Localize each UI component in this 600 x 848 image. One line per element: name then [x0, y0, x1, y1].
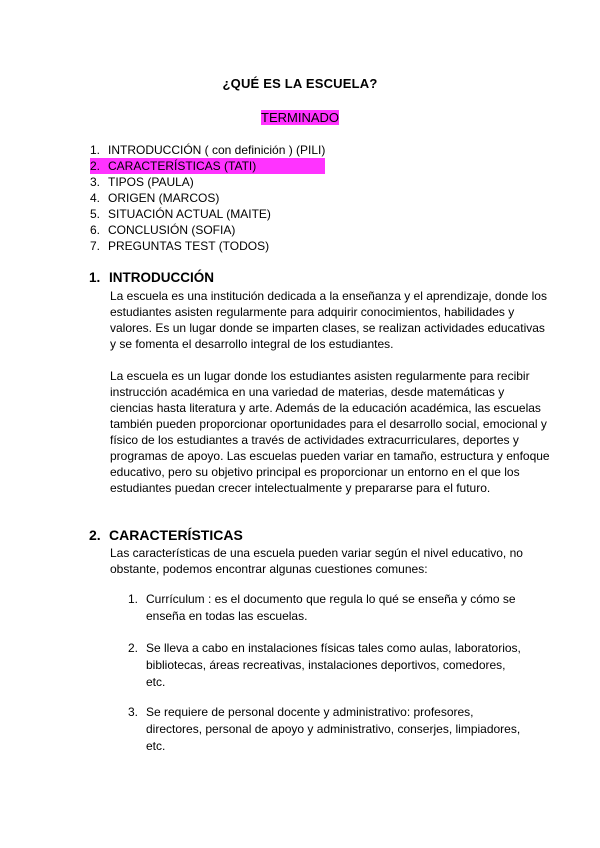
- intro-paragraph-1: La escuela es una institución dedicada a la enseñanza y el aprendizaje, donde los estudiantes asisten regularmente para adquirir conocimientos, habilidades y valores. Es un lugar donde se imparten clases, se realizan actividades educativas y se fomenta el desarrollo integral de los estudiantes.: [110, 289, 547, 351]
- toc-item-label: PREGUNTAS TEST (TODOS): [108, 239, 270, 253]
- status-highlight: TERMINADO: [261, 110, 339, 125]
- toc-item: 7. PREGUNTAS TEST (TODOS): [90, 239, 270, 253]
- toc-item-label: INTRODUCCIÓN ( con definición ) (PILI): [108, 143, 326, 157]
- caracteristicas-intro: Las características de una escuela pueden variar según el nivel educativo, no obstante, podemos encontrar algunas cuestiones comunes:: [110, 546, 523, 576]
- intro-paragraph-2: La escuela es un lugar donde los estudiantes asisten regularmente para recibir instrucción académica en una variedad de materias, desde matemáticas y ciencias hasta literatura y arte. Además de la educación académica, las escuelas también pueden proporcionar oportunidades para el desarrollo social, emocional y físico de los estudiantes a través de actividades extracurriculares, deportes y programas de apoyo. Las escuelas pueden variar en tamaño, estructura y enfoque educativo, pero su objetivo principal es proporcionar un entorno en el que los estudiantes puedan crecer intelectualmente y prepararse para el futuro.: [110, 369, 550, 495]
- caracteristicas-list: [128, 591, 528, 625]
- caracteristicas-list: [128, 640, 528, 691]
- toc-item-label: SITUACIÓN ACTUAL (MAITE): [108, 207, 271, 221]
- status-line: [0, 110, 600, 125]
- list-item: 2. Se lleva a cabo en instalaciones físicas tales como aulas, laboratorios, bibliotecas, áreas recreativas, instalaciones deportivos, comedores, etc.: [128, 641, 521, 689]
- section-heading-caracteristicas: 2. CARACTERÍSTICAS: [89, 527, 243, 543]
- caracteristicas-list: [128, 704, 528, 755]
- section-heading-introduccion: 1. INTRODUCCIÓN: [89, 270, 214, 285]
- list-item: 1. Currículum : es el documento que regula lo qué se enseña y cómo se enseña en todas las escuelas.: [128, 592, 516, 623]
- toc-item: 1. INTRODUCCIÓN ( con definición ) (PILI): [90, 143, 326, 157]
- toc-item: 5. SITUACIÓN ACTUAL (MAITE): [90, 207, 271, 221]
- toc-item: 6. CONCLUSIÓN (SOFIA): [90, 223, 236, 237]
- toc-item: 4. ORIGEN (MARCOS): [90, 191, 220, 205]
- toc-item-label: CARACTERÍSTICAS (TATI): [108, 159, 257, 173]
- toc-item-label: TIPOS (PAULA): [108, 175, 194, 189]
- list-item: 3. Se requiere de personal docente y administrativo: profesores, directores, personal de apoyo y administrativo, conserjes, limpiadores, etc.: [128, 705, 521, 753]
- table-of-contents: [90, 142, 325, 254]
- document-title: ¿QUÉ ES LA ESCUELA?: [222, 76, 378, 91]
- toc-item-highlighted: 2. CARACTERÍSTICAS (TATI): [90, 158, 325, 174]
- toc-item-label: CONCLUSIÓN (SOFIA): [108, 223, 236, 237]
- toc-item-label: ORIGEN (MARCOS): [108, 191, 220, 205]
- toc-item: 3. TIPOS (PAULA): [90, 175, 194, 189]
